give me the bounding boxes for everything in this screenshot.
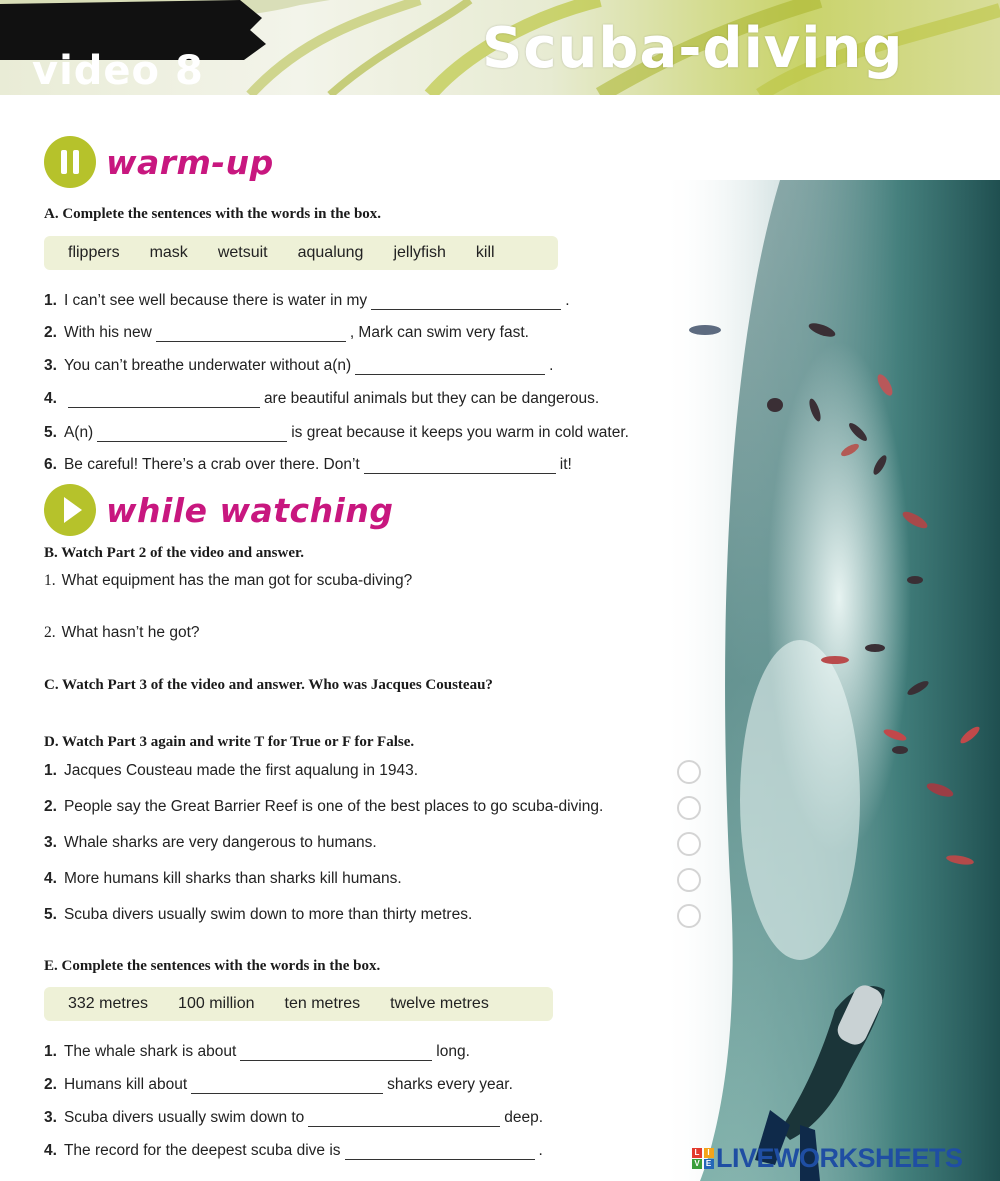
answer-blank[interactable] [371, 295, 561, 310]
question-a1: 1. I can’t see well because there is water in my . [44, 292, 570, 309]
pause-icon [44, 136, 96, 188]
liveworksheets-logo [692, 1143, 963, 1174]
question-a5: 5. A(n) is great because it keeps you warm in cold water. [44, 424, 629, 441]
question-a6: 6. Be careful! There’s a crab over there. Don’t it! [44, 456, 572, 473]
instruction-b: B. Watch Part 2 of the video and answer. [44, 545, 305, 561]
question-e2: 2. Humans kill about sharks every year. [44, 1076, 513, 1093]
word-item: ten metres [284, 995, 361, 1012]
instruction-e: E. Complete the sentences with the words in the box. [44, 958, 381, 974]
answer-blank[interactable] [364, 459, 556, 474]
liveworksheets-icon: L I V E [692, 1148, 714, 1170]
question-e3: 3. Scuba divers usually swim down to deep. [44, 1109, 544, 1126]
true-false-answer-4[interactable] [677, 868, 701, 892]
answer-blank[interactable] [355, 360, 545, 375]
word-box-a [44, 236, 558, 270]
true-false-answer-1[interactable] [677, 760, 701, 784]
statement-d1: 1. Jacques Cousteau made the first aqualung in 1943. [44, 762, 419, 779]
question-e1: 1. The whale shark is about long. [44, 1043, 470, 1060]
answer-blank[interactable] [191, 1079, 383, 1094]
true-false-answer-5[interactable] [677, 904, 701, 928]
true-false-answer-3[interactable] [677, 832, 701, 856]
answer-blank[interactable] [97, 427, 287, 442]
word-box-e [44, 987, 553, 1021]
word-item: kill [475, 244, 495, 261]
warmup-header [44, 136, 274, 188]
instruction-c: C. Watch Part 3 of the video and answer. Who was Jacques Cousteau? [44, 677, 493, 693]
true-false-answer-2[interactable] [677, 796, 701, 820]
question-e4: 4. The record for the deepest scuba dive is . [44, 1142, 543, 1159]
statement-d3: 3. Whale sharks are very dangerous to humans. [44, 834, 377, 851]
instruction-a: A. Complete the sentences with the words in the box. [44, 206, 382, 222]
question-a3: 3. You can’t breathe underwater without a(n) . [44, 357, 554, 374]
word-item: 332 metres [68, 995, 149, 1012]
statement-d4: 4. More humans kill sharks than sharks kill humans. [44, 870, 402, 887]
question-a4: 4. are beautiful animals but they can be dangerous. [44, 390, 600, 407]
underwater-illustration [660, 180, 1000, 1181]
page-title: Scuba-diving [482, 16, 904, 81]
answer-blank[interactable] [68, 393, 260, 408]
video-label: video 8 [32, 48, 204, 94]
word-item: 100 million [178, 995, 255, 1012]
watching-title: while watching [106, 490, 394, 530]
word-item: aqualung [297, 244, 364, 261]
answer-blank[interactable] [240, 1046, 432, 1061]
word-item: wetsuit [217, 244, 268, 261]
warmup-title: warm-up [106, 142, 274, 182]
answer-blank[interactable] [308, 1112, 500, 1127]
word-item: jellyfish [393, 244, 446, 261]
liveworksheets-text: LIVEWORKSHEETS [716, 1143, 963, 1173]
question-a2: 2. With his new , Mark can swim very fast. [44, 324, 529, 341]
answer-blank[interactable] [345, 1145, 535, 1160]
word-item: flippers [68, 244, 120, 261]
answer-blank[interactable] [156, 327, 346, 342]
word-item: mask [149, 244, 188, 261]
word-item: twelve metres [390, 995, 489, 1012]
instruction-d: D. Watch Part 3 again and write T for True or F for False. [44, 734, 415, 750]
watching-header [44, 484, 393, 536]
page-header [0, 0, 1000, 95]
statement-d2: 2. People say the Great Barrier Reef is one of the best places to go scuba-diving. [44, 798, 604, 815]
statement-d5: 5. Scuba divers usually swim down to more than thirty metres. [44, 906, 473, 923]
play-icon [44, 484, 96, 536]
question-b1: 1. What equipment has the man got for scuba-diving? [44, 572, 413, 589]
question-b2: 2. What hasn’t he got? [44, 624, 200, 641]
